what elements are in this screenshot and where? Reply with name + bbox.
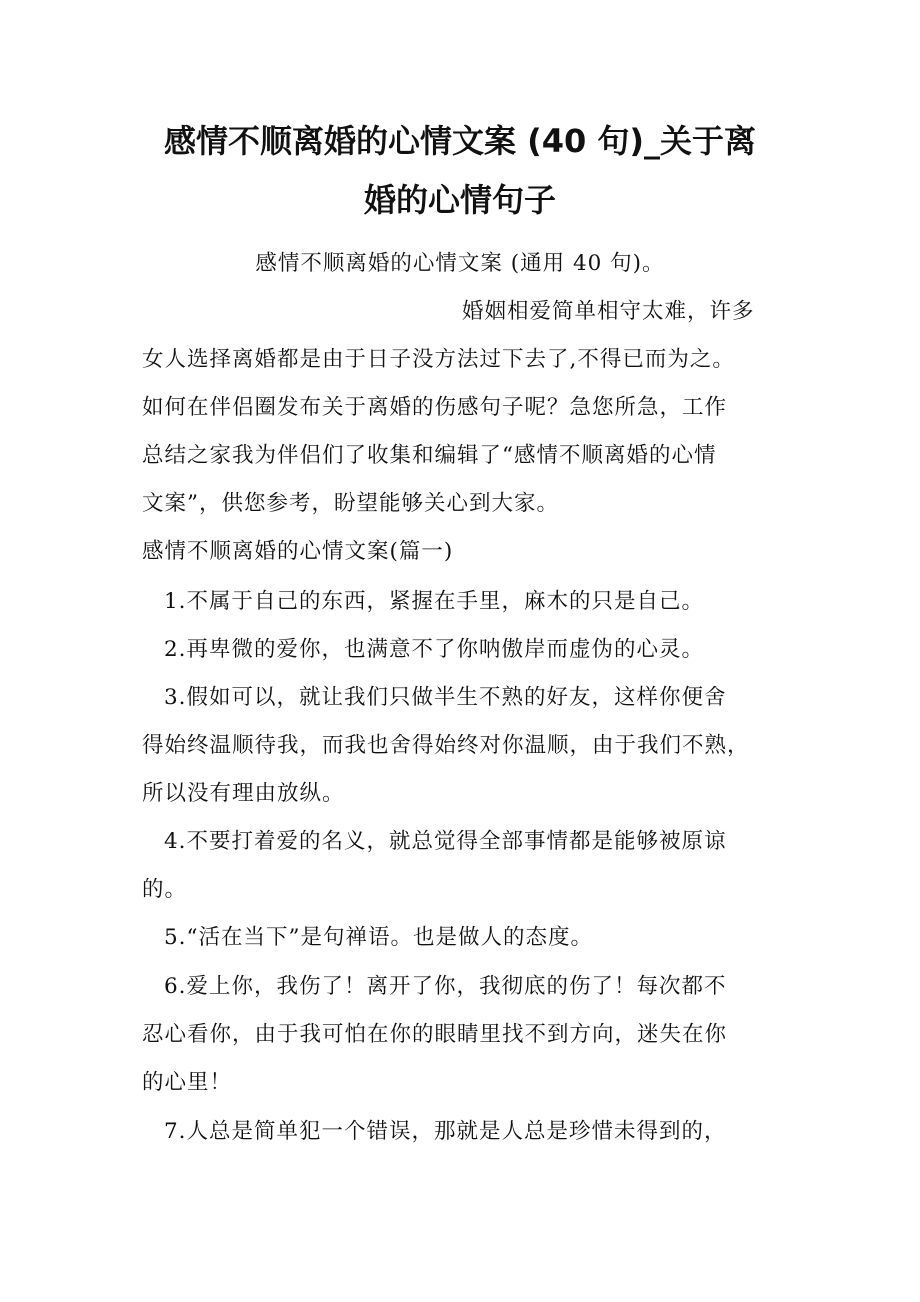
list-item: 7.人总是简单犯一个错误，那就是人总是珍惜未得到的， bbox=[164, 1119, 727, 1144]
list-item: 2.再卑微的爱你，也满意不了你呐傲岸而虚伪的心灵。 bbox=[164, 637, 705, 662]
document-subtitle: 感情不顺离婚的心情文案 (通用 40 句)。 bbox=[255, 251, 665, 276]
list-item: 3.假如可以，就让我们只做半生不熟的好友，这样你便舍 bbox=[164, 685, 727, 710]
section-heading: 感情不顺离婚的心情文案(篇一) bbox=[142, 539, 454, 564]
list-item-continuation: 所以没有理由放纵。 bbox=[142, 781, 345, 806]
paragraph-line: 婚姻相爱简单相守太难，许多 bbox=[462, 299, 755, 324]
list-item: 5.“活在当下”是句禅语。也是做人的态度。 bbox=[164, 925, 593, 950]
list-item: 4.不要打着爱的名义，就总觉得全部事情都是能够被原谅 bbox=[164, 829, 727, 854]
list-item: 1.不属于自己的东西，紧握在手里，麻木的只是自己。 bbox=[164, 589, 705, 614]
document-title-line-1: 感情不顺离婚的心情文案 (40 句)_关于离 bbox=[163, 122, 757, 160]
list-item-continuation: 的心里！ bbox=[142, 1070, 233, 1095]
document-title-line-2: 婚的心情句子 bbox=[363, 181, 556, 219]
paragraph-line: 女人选择离婚都是由于日子没方法过下去了,不得已而为之。 bbox=[142, 347, 735, 372]
list-item-continuation: 忍心看你，由于我可怕在你的眼睛里找不到方向，迷失在你 bbox=[142, 1022, 728, 1047]
paragraph-line: 文案”，供您参考，盼望能够关心到大家。 bbox=[142, 491, 559, 516]
list-item: 6.爱上你，我伤了！离开了你，我彻底的伤了！每次都不 bbox=[164, 974, 727, 999]
paragraph-line: 如何在伴侣圈发布关于离婚的伤感句子呢？急您所急，工作 bbox=[142, 395, 728, 420]
list-item-continuation: 的。 bbox=[142, 877, 188, 902]
paragraph-line: 总结之家我为伴侣们了收集和编辑了“感情不顺离婚的心情 bbox=[142, 443, 717, 468]
list-item-continuation: 得始终温顺待我，而我也舍得始终对你温顺，由于我们不熟， bbox=[142, 733, 750, 758]
